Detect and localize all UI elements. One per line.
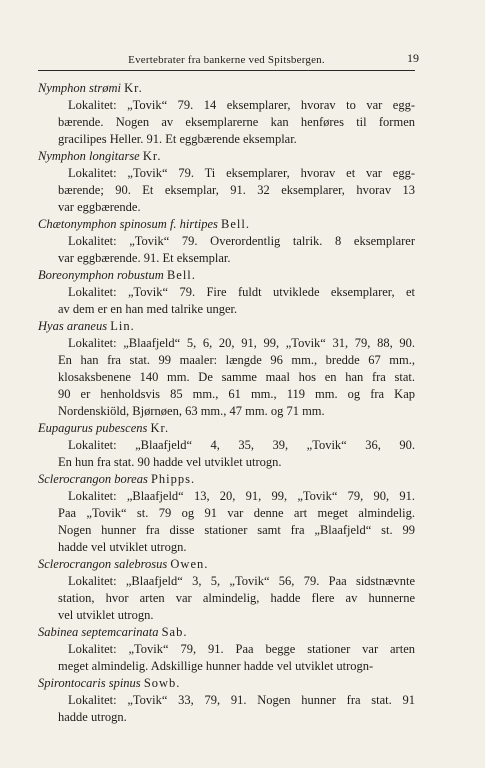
entry-text-line: bærende; 90. Et eksemplar, 91. 32 eksemplarer, hvorav 13 <box>58 183 415 197</box>
species-name: Eupagurus pubescens <box>38 421 148 435</box>
species-name: Sclerocrangon boreas <box>38 472 148 486</box>
species-author: Kr. <box>124 81 143 95</box>
entry-text-line: var eggbærende. 91. Et eksemplar. <box>58 251 231 265</box>
entry-text-line: hadde vel utviklet utrogn. <box>58 540 187 554</box>
entry-text-line: Lokalitet: „Tovik“ 33, 79, 91. Nogen hunner fra stat. 91 <box>68 693 415 707</box>
entry-text-line: av dem er en han med talrike unger. <box>58 302 238 316</box>
species-heading <box>38 148 415 165</box>
entry-text-line: vel utviklet utrogn. <box>58 608 154 622</box>
species-name: Chætonymphon spinosum f. hirtipes <box>38 217 218 231</box>
entry-text-line: Lokalitet: „Tovik“ 79, 91. Paa begge stationer var arten <box>68 642 415 656</box>
species-heading <box>38 318 415 335</box>
entry-text-line: gracilipes Heller. 91. Et eggbærende eksemplar. <box>58 132 297 146</box>
species-author: Bell. <box>166 268 196 282</box>
species-heading <box>38 80 415 97</box>
entry-text-line: Lokalitet: „Blaafjeld“ 13, 20, 91, 99, „Tovik“ 79, 90, 91. <box>68 489 415 503</box>
species-heading <box>38 556 415 573</box>
entry-text-line: Nordenskiöld, Bjørnøen, 63 mm., 47 mm. og 71 mm. <box>58 404 325 418</box>
species-name: Spirontocaris spinus <box>38 676 141 690</box>
entry-text-line: Lokalitet: „Blaafjeld“ 5, 6, 20, 91, 99, „Tovik“ 31, 79, 88, 90. <box>68 336 415 350</box>
entry-text-line: En hun fra stat. 90 hadde vel utviklet utrogn. <box>58 455 282 469</box>
entry-text-line: Lokalitet: „Tovik“ 79. Overordentlig talrik. 8 eksemplarer <box>68 234 415 248</box>
entry-text-line: meget almindelig. Adskillige hunner hadde vel utviklet utrogn- <box>58 659 374 673</box>
species-name: Sclerocrangon salebrosus <box>38 557 168 571</box>
entry-text-line: Lokalitet: „Blaafjeld“ 3, 5, „Tovik“ 56, 79. Paa sidstnævnte <box>68 574 415 588</box>
entry-text-line: Lokalitet: „Blaafjeld“ 4, 35, 39, „Tovik“ 36, 90. <box>68 438 415 452</box>
entry-text-line: Paa „Tovik“ st. 79 og 91 var denne art meget almindelig. <box>58 506 415 520</box>
entry-text-line: 90 er henholdsvis 85 mm., 61 mm., 119 mm. og fra Kap <box>58 387 415 401</box>
entry-text-line: Lokalitet: „Tovik“ 79. 14 eksemplarer, hvorav to var egg- <box>68 98 415 112</box>
page-number: 19 <box>407 51 419 65</box>
species-author: Kr. <box>150 421 170 435</box>
species-name: Nymphon longitarse <box>38 149 140 163</box>
species-author: Lin. <box>110 319 135 333</box>
species-heading <box>38 624 415 641</box>
entry-text-line: hadde utrogn. <box>58 710 127 724</box>
entry-text-line: var eggbærende. <box>58 200 141 214</box>
species-author: Owen. <box>170 557 209 571</box>
running-header <box>38 50 419 71</box>
species-heading <box>38 420 415 437</box>
species-author: Bell. <box>221 217 250 231</box>
entry-text-line: Nogen hunner fra disse stationer samt fra „Blaafjeld“ st. 99 <box>58 523 415 537</box>
species-heading <box>38 216 415 233</box>
entry-text-line: bærende. Nogen av eksemplarerne kan henføres til formen <box>58 115 415 129</box>
species-list <box>38 80 415 726</box>
species-name: Hyas araneus <box>38 319 108 333</box>
entry-text-line: Lokalitet: „Tovik“ 79. Fire fuldt utviklede eksemplarer, et <box>68 285 415 299</box>
species-heading <box>38 471 415 488</box>
entry-text-line: Lokalitet: „Tovik“ 79. Ti eksemplarer, hvorav et var egg- <box>68 166 415 180</box>
entry-text-line: klosaksbenene 140 mm. De samme maal hos en han fra stat. <box>58 370 415 384</box>
header-title: Evertebrater fra bankerne ved Spitsbergen. <box>128 54 325 66</box>
species-author: Kr. <box>142 149 162 163</box>
species-author: Phipps. <box>150 472 196 486</box>
species-heading <box>38 675 415 692</box>
species-author: Sowb. <box>143 676 181 690</box>
entry-text-line: En han fra stat. 99 maaler: længde 96 mm., bredde 67 mm., <box>58 353 415 367</box>
species-name: Boreonymphon robustum <box>38 268 164 282</box>
species-name: Sabinea septemcarinata <box>38 625 159 639</box>
entry-text-line: station, hvor arten var almindelig, hadde flere av hunnerne <box>58 591 415 605</box>
species-name: Nymphon strømi <box>38 81 121 95</box>
species-author: Sab. <box>161 625 188 639</box>
species-heading <box>38 267 415 284</box>
